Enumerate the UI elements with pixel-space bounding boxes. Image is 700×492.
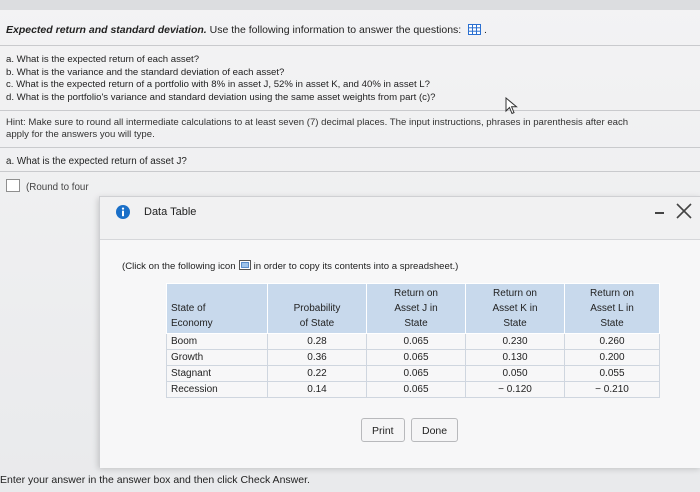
table-cell: 0.065: [367, 334, 466, 350]
table-cell: − 0.210: [565, 382, 660, 398]
modal-title: Data Table: [144, 206, 197, 218]
table-cell: 0.130: [466, 350, 565, 366]
table-cell: Growth: [167, 350, 268, 366]
table-header-row: [167, 284, 660, 334]
header-line: State of: [171, 303, 206, 314]
print-button[interactable]: Print: [361, 418, 405, 442]
header-line: Probability: [293, 303, 341, 314]
table-cell: 0.230: [466, 334, 565, 350]
question-parts: [6, 54, 436, 104]
column-header-asset-k: [466, 284, 565, 334]
done-button[interactable]: Done: [411, 418, 458, 442]
table-cell: − 0.120: [466, 382, 565, 398]
table-cell: Boom: [167, 334, 268, 350]
copy-note-after: in order to copy its contents into a spreadsheet.): [253, 261, 459, 272]
question-part: b. What is the variance and the standard deviation of each asset?: [6, 66, 285, 78]
question-intro: Use the following information to answer the questions:: [209, 24, 462, 36]
data-table: [166, 283, 660, 398]
header-line: of State: [299, 318, 335, 329]
grid-icon[interactable]: [468, 24, 481, 35]
header-line: Asset K in: [492, 303, 538, 314]
header-line: State: [600, 318, 624, 329]
table-cell: 0.14: [268, 382, 367, 398]
table-row: [167, 366, 660, 382]
top-strip: [0, 0, 700, 10]
copy-spreadsheet-icon[interactable]: [239, 260, 251, 270]
table-cell: Recession: [167, 382, 268, 398]
table-row: [167, 382, 660, 398]
header-line: Economy: [171, 318, 213, 329]
hint-text: [6, 117, 700, 142]
header-line: Return on: [493, 288, 537, 299]
header-line: State: [404, 318, 428, 329]
table-cell: 0.260: [565, 334, 660, 350]
copy-note-before: (Click on the following icon: [122, 261, 236, 272]
table-cell: 0.065: [367, 382, 466, 398]
question-part: c. What is the expected return of a portfolio with 8% in asset J, 52% in asset K, and 40% in asset L?: [6, 79, 430, 91]
header-line: Asset L in: [590, 303, 634, 314]
answer-row: [6, 179, 89, 193]
answer-hint: (Round to four: [26, 182, 89, 193]
pointer-icon: [505, 97, 519, 115]
table-cell: 0.065: [367, 350, 466, 366]
modal-header: [100, 197, 700, 231]
table-cell: 0.200: [565, 350, 660, 366]
table-row: [167, 350, 660, 366]
modal-body: [100, 239, 700, 468]
question-part: a. What is the expected return of each asset?: [6, 54, 200, 65]
footer-instruction: Enter your answer in the answer box and then click Check Answer.: [0, 474, 310, 486]
divider: [0, 45, 700, 46]
header-line: State: [503, 318, 527, 329]
close-icon[interactable]: [672, 199, 696, 223]
current-question: a. What is the expected return of asset J?: [6, 156, 187, 167]
divider: [0, 171, 700, 172]
column-header-probability: [268, 284, 367, 334]
column-header-asset-l: [565, 284, 660, 334]
hint-line: apply for the answers you will type.: [6, 129, 155, 141]
table-cell: 0.22: [268, 366, 367, 382]
table-cell: Stagnant: [167, 366, 268, 382]
divider: [0, 110, 700, 111]
dot: .: [481, 24, 487, 36]
header-line: Asset J in: [394, 303, 438, 314]
table-cell: 0.055: [565, 366, 660, 382]
data-table-modal: [99, 196, 700, 467]
info-icon: [116, 205, 130, 219]
divider: [0, 147, 700, 148]
table-row: [167, 334, 660, 350]
header-line: Return on: [590, 288, 634, 299]
table-cell: 0.28: [268, 334, 367, 350]
table-cell: 0.050: [466, 366, 565, 382]
column-header-state: [167, 284, 268, 334]
minimize-icon[interactable]: [655, 212, 664, 214]
question-part: d. What is the portfolio's variance and standard deviation using the same asset weights from part (c)?: [6, 91, 436, 103]
table-cell: 0.36: [268, 350, 367, 366]
answer-input[interactable]: [6, 179, 20, 192]
question-title: Expected return and standard deviation.: [6, 24, 207, 36]
copy-note: [122, 260, 458, 272]
question-header: [6, 24, 487, 36]
table-cell: 0.065: [367, 366, 466, 382]
column-header-asset-j: [367, 284, 466, 334]
hint-line: Hint: Make sure to round all intermediate calculations to at least seven (7) decimal places. The input instructions, phrases in parenthesis after each: [6, 117, 629, 128]
header-line: Return on: [394, 288, 438, 299]
